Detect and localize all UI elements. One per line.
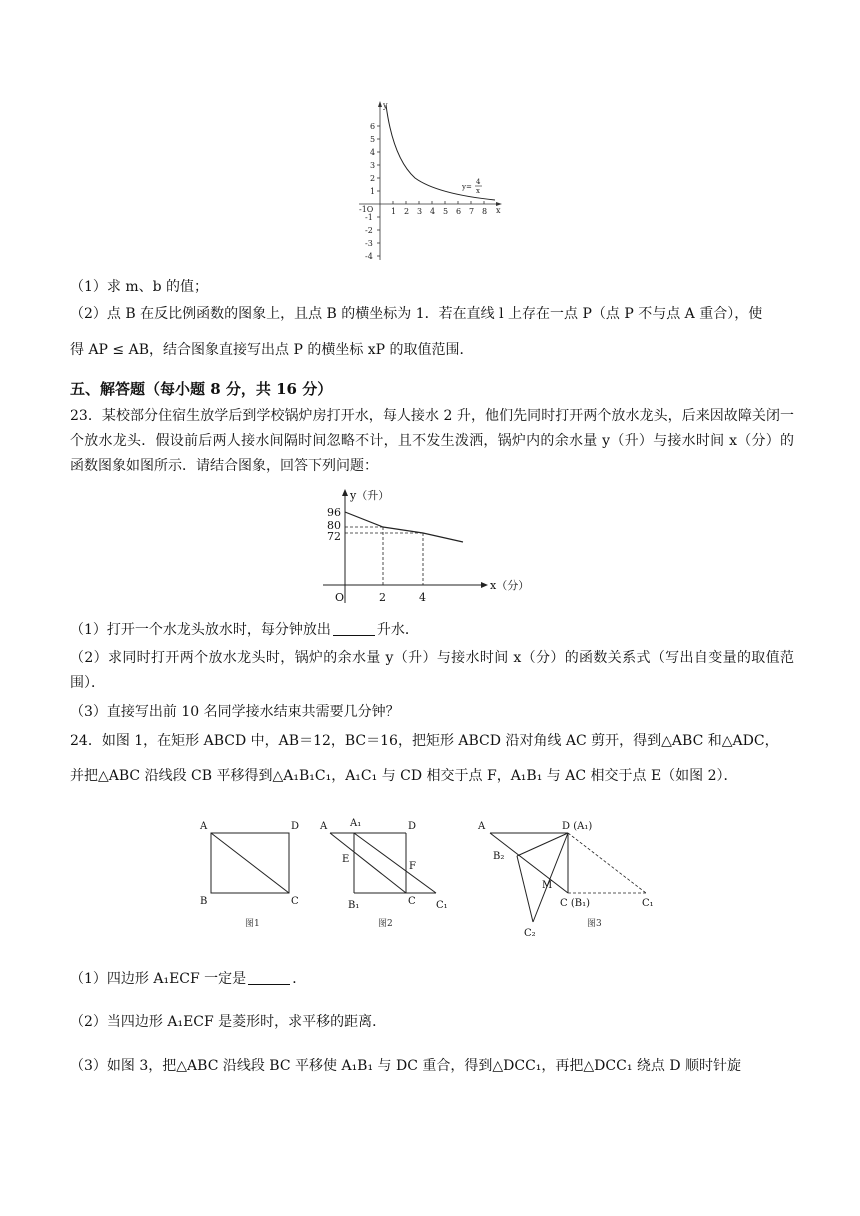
svg-text:2: 2 <box>379 591 386 604</box>
graph1-y-label: y <box>383 101 388 110</box>
fig1-caption: 图1 <box>245 919 260 929</box>
graph2-x-label: x（分） <box>490 579 530 592</box>
svg-text:6: 6 <box>370 122 376 131</box>
svg-text:5: 5 <box>370 135 376 144</box>
svg-text:B₁: B₁ <box>348 900 360 911</box>
svg-text:D (A₁): D (A₁) <box>562 821 593 832</box>
svg-text:2: 2 <box>404 207 410 216</box>
svg-text:4: 4 <box>430 207 436 216</box>
svg-text:80: 80 <box>327 519 341 532</box>
svg-text:D: D <box>291 821 300 832</box>
q24-part2: （2）当四边形 A₁ECF 是菱形时，求平移的距离． <box>70 1014 387 1030</box>
answer-blank <box>333 621 375 636</box>
q23-part3: （3）直接写出前 10 名同学接水结束共需要几分钟？ <box>70 704 400 720</box>
svg-text:A: A <box>200 821 208 832</box>
svg-text:8: 8 <box>482 207 488 216</box>
svg-text:M: M <box>542 880 553 891</box>
curve-label <box>461 178 482 195</box>
svg-text:x: x <box>476 187 480 195</box>
q24-stem-line2: 并把△ABC 沿线段 CB 平移得到△A₁B₁C₁，A₁C₁ 与 CD 相交于点 F，A₁B₁ 与 AC 相交于点 E（如图 2）． <box>70 768 738 784</box>
svg-text:6: 6 <box>456 207 462 216</box>
svg-text:4: 4 <box>370 148 376 157</box>
svg-text:5: 5 <box>443 207 449 216</box>
svg-text:C₂: C₂ <box>524 928 536 939</box>
svg-text:-3: -3 <box>365 239 373 248</box>
svg-text:C₁: C₁ <box>642 898 654 909</box>
svg-text:96: 96 <box>327 506 341 519</box>
q24-stem-line1: 24．如图 1，在矩形 ABCD 中，AB＝12，BC＝16，把矩形 ABCD 沿对角线 AC 剪开，得到△ABC 和△ADC， <box>70 733 779 749</box>
svg-text:B₂: B₂ <box>493 851 505 862</box>
svg-text:3: 3 <box>370 161 376 170</box>
svg-text:7: 7 <box>469 207 475 216</box>
geometry-figures <box>190 812 680 942</box>
water-level-graph <box>318 485 538 613</box>
inverse-function-graph <box>345 98 505 268</box>
svg-text:4: 4 <box>476 178 481 186</box>
svg-text:A: A <box>320 821 328 832</box>
q22-part2-line1: （2）点 B 在反比例函数的图象上，且点 B 的横坐标为 1．若在直线 l 上存在一点 P（点 P 不与点 A 重合），使 <box>70 306 763 322</box>
graph1-origin: -1O <box>359 205 374 214</box>
svg-text:C: C <box>408 896 416 907</box>
svg-text:4: 4 <box>419 591 426 604</box>
svg-text:E: E <box>342 854 350 865</box>
svg-text:F: F <box>409 861 416 872</box>
svg-text:-2: -2 <box>365 226 373 235</box>
svg-text:-1: -1 <box>365 213 373 222</box>
fig2-caption: 图2 <box>378 919 393 929</box>
fig1-diagonal <box>211 833 289 893</box>
fig3-caption: 图3 <box>587 919 602 929</box>
svg-text:C₁: C₁ <box>436 900 448 911</box>
q22-part1: （1）求 m、b 的值； <box>70 279 209 295</box>
svg-text:-4: -4 <box>365 252 373 261</box>
answer-blank <box>248 970 290 985</box>
svg-text:1: 1 <box>391 207 397 216</box>
svg-text:3: 3 <box>417 207 423 216</box>
q24-part3: （3）如图 3，把△ABC 沿线段 BC 平移使 A₁B₁ 与 DC 重合，得到△DCC₁，再把△DCC₁ 绕点 D 顺时针旋 <box>70 1058 742 1074</box>
svg-text:D: D <box>408 821 417 832</box>
svg-text:C: C <box>291 896 299 907</box>
section-heading: 五、解答题（每小题 8 分，共 16 分） <box>70 380 333 398</box>
q23-part1: （1）打开一个水龙头放水时，每分钟放出 升水． <box>70 622 419 638</box>
q22-part2-line2: 得 AP ≤ AB，结合图象直接写出点 P 的横坐标 xP 的取值范围． <box>70 342 474 358</box>
svg-text:A: A <box>478 821 486 832</box>
graph2-y-label: y（升） <box>350 489 390 502</box>
svg-text:y=: y= <box>462 183 472 191</box>
graph1-x-label: x <box>496 206 501 215</box>
graph2-origin: O <box>335 591 345 604</box>
q23-stem: 23．某校部分住宿生放学后到学校锅炉房打开水，每人接水 2 升，他们先同时打开两个放水龙头，后来因故障关闭一个放水龙头．假设前后两人接水间隔时间忽略不计，且不发生泼洒，锅炉内的余水量 y（升）与接水时间 x（分）的函数图象如图所示．请结合图象，回答下列问题： <box>70 408 794 474</box>
q24-part1: （1）四边形 A₁ECF 一定是 ． <box>70 971 307 987</box>
svg-text:C (B₁): C (B₁) <box>560 898 590 909</box>
svg-text:B: B <box>200 896 208 907</box>
svg-text:72: 72 <box>327 530 341 543</box>
q23-part2: （2）求同时打开两个放水龙头时，锅炉的余水量 y（升）与接水时间 x（分）的函数关系式（写出自变量的取值范围）． <box>70 650 794 691</box>
svg-text:A₁: A₁ <box>350 818 362 829</box>
svg-text:2: 2 <box>370 174 376 183</box>
svg-text:1: 1 <box>370 187 376 196</box>
